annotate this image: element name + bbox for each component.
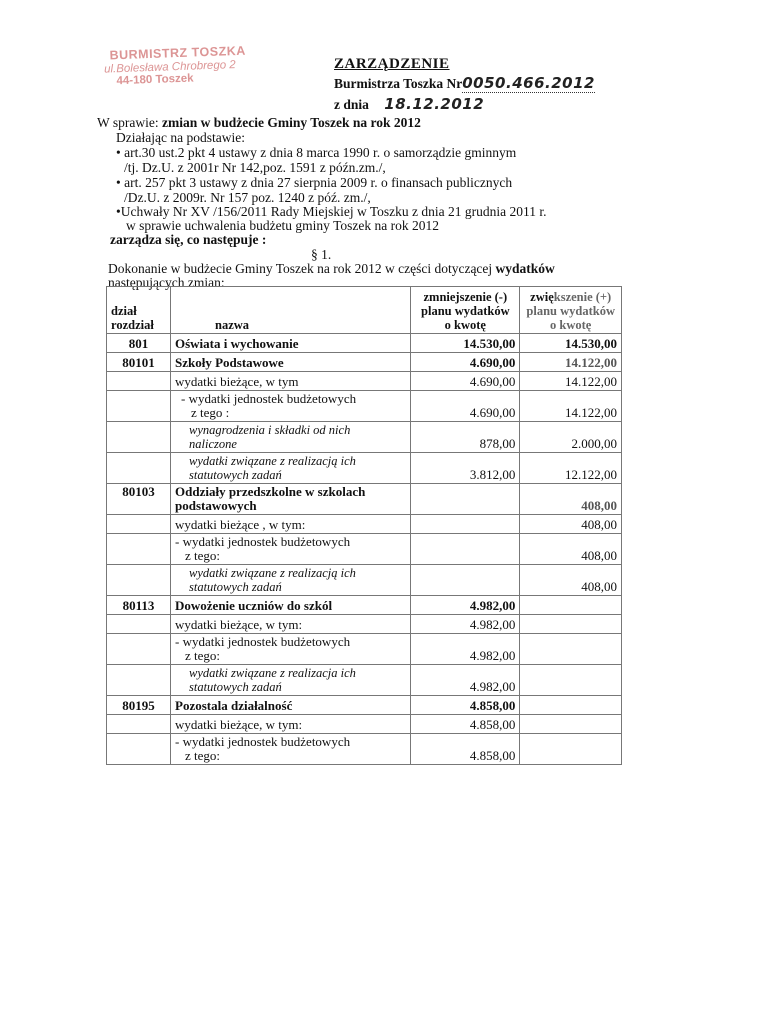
- cell-decrease: 4.690,00: [411, 391, 520, 422]
- cell-name-line: wydatki związane z realizacją ich: [189, 566, 356, 580]
- basis-item: [116, 204, 547, 219]
- cell-name: Dowożenie uczniów do szkól: [171, 596, 411, 615]
- cell-name: Oświata i wychowanie: [171, 334, 411, 353]
- cell-code: [107, 715, 171, 734]
- cell-decrease: [411, 565, 520, 596]
- cell-decrease: 4.982,00: [411, 665, 520, 696]
- header-increase-l3: o kwotę: [550, 318, 592, 332]
- cell-increase: 408,00: [520, 534, 622, 565]
- cell-decrease: 4.690,00: [411, 372, 520, 391]
- stamp-line: 44-180 Toszek: [116, 72, 194, 88]
- table-row: [107, 665, 622, 696]
- cell-increase: [520, 665, 622, 696]
- cell-increase: 408,00: [520, 484, 622, 515]
- cell-increase: [520, 615, 622, 634]
- cell-name-line: - wydatki jednostek budżetowych: [175, 534, 351, 549]
- header-dzial: dział: [111, 304, 137, 318]
- cell-code: 80101: [107, 353, 171, 372]
- cell-name-line: statutowych zadań: [189, 468, 282, 482]
- cell-code: 80195: [107, 696, 171, 715]
- stamp-line: BURMISTRZ TOSZKA: [109, 43, 247, 63]
- cell-code: 801: [107, 334, 171, 353]
- cell-code: [107, 372, 171, 391]
- decree-header: [334, 56, 634, 113]
- subject-line: [97, 115, 421, 130]
- cell-name-line: z tego:: [185, 548, 221, 563]
- paragraph-text: Dokonanie w budżecie Gminy Toszek na rok 2012 w części dotyczącej: [108, 261, 493, 276]
- cell-name: [171, 453, 411, 484]
- table-header-row: [107, 287, 622, 334]
- basis-item-cont: /Dz.U. z 2009r. Nr 157 poz. 1240 z póź. zm./,: [124, 190, 371, 205]
- table-row: [107, 391, 622, 422]
- cell-name: [171, 422, 411, 453]
- basis-item: [116, 175, 512, 190]
- table-row: [107, 534, 622, 565]
- cell-code: [107, 391, 171, 422]
- cell-increase: 14.122,00: [520, 372, 622, 391]
- cell-code: [107, 634, 171, 665]
- cell-decrease: [411, 484, 520, 515]
- basis-item-cont: /tj. Dz.U. z 2001r Nr 142,poz. 1591 z późn.zm./,: [124, 160, 386, 175]
- cell-name-line: naliczone: [189, 437, 237, 451]
- cell-name: [171, 634, 411, 665]
- cell-name: [171, 734, 411, 765]
- cell-decrease: 4.982,00: [411, 634, 520, 665]
- subject-text: zmian w budżecie Gminy Toszek na rok 2012: [161, 115, 421, 130]
- cell-increase: 14.122,00: [520, 391, 622, 422]
- cell-name: [171, 534, 411, 565]
- cell-name: wydatki bieżące, w tym: [171, 372, 411, 391]
- decree-number-handwritten: 0050.466.2012: [462, 74, 595, 92]
- header-decrease-l3: o kwotę: [444, 318, 486, 332]
- table-row: [107, 453, 622, 484]
- cell-code: [107, 734, 171, 765]
- cell-code: 80103: [107, 484, 171, 515]
- cell-name: wydatki bieżące, w tym:: [171, 715, 411, 734]
- cell-name-line: - wydatki jednostek budżetowych: [175, 734, 351, 749]
- cell-name-line: statutowych zadań: [189, 680, 282, 694]
- cell-code: [107, 665, 171, 696]
- cell-increase: [520, 596, 622, 615]
- basis-item-text: Uchwały Nr XV /156/2011 Rady Miejskiej w Toszku z dnia 21 grudnia 2011 r.: [120, 204, 547, 219]
- cell-decrease: 4.858,00: [411, 715, 520, 734]
- cell-code: [107, 565, 171, 596]
- cell-increase: 14.122,00: [520, 353, 622, 372]
- cell-name: [171, 484, 411, 515]
- table-row: [107, 715, 622, 734]
- cell-code: 80113: [107, 596, 171, 615]
- header-increase-l1a: zwię: [530, 290, 554, 304]
- header-increase-l2: planu wydatków: [526, 304, 615, 318]
- cell-code: [107, 515, 171, 534]
- header-rozdzial: rozdział: [111, 318, 154, 332]
- table-row: [107, 372, 622, 391]
- header-dzial-rozdzial: [107, 287, 171, 334]
- decree-clause: zarządza się, co następuje :: [110, 232, 267, 247]
- cell-code: [107, 453, 171, 484]
- cell-increase: 2.000,00: [520, 422, 622, 453]
- cell-increase: 408,00: [520, 565, 622, 596]
- table-row: [107, 484, 622, 515]
- cell-name: Szkoły Podstawowe: [171, 353, 411, 372]
- cell-name-line: - wydatki jednostek budżetowych: [175, 634, 351, 649]
- cell-decrease: 4.982,00: [411, 615, 520, 634]
- cell-increase: 408,00: [520, 515, 622, 534]
- section-mark: § 1.: [311, 247, 332, 262]
- cell-decrease: 14.530,00: [411, 334, 520, 353]
- table-row: [107, 596, 622, 615]
- bullet: •: [116, 204, 121, 219]
- cell-decrease: 4.690,00: [411, 353, 520, 372]
- office-stamp: [103, 43, 254, 87]
- cell-name-line: z tego :: [191, 405, 230, 420]
- cell-decrease: 878,00: [411, 422, 520, 453]
- subject-prefix: W sprawie:: [97, 115, 159, 130]
- budget-changes-table: [106, 286, 622, 765]
- header-nazwa: nazwa: [171, 287, 411, 334]
- table-row: [107, 353, 622, 372]
- cell-code: [107, 422, 171, 453]
- header-decrease-l1: zmniejszenie (-): [423, 290, 508, 304]
- cell-increase: 14.530,00: [520, 334, 622, 353]
- section-paragraph: [108, 261, 555, 276]
- cell-name: wydatki bieżące, w tym:: [171, 615, 411, 634]
- decree-date: [334, 95, 634, 113]
- decree-issuer: [334, 74, 634, 93]
- cell-decrease: 4.858,00: [411, 734, 520, 765]
- basis-label: Działając na podstawie:: [116, 130, 245, 145]
- cell-increase: 12.122,00: [520, 453, 622, 484]
- bullet: •: [116, 175, 121, 190]
- issuer-label: Burmistrza Toszka Nr: [334, 76, 463, 91]
- header-decrease-l2: planu wydatków: [421, 304, 510, 318]
- table-row: [107, 734, 622, 765]
- table-row: [107, 422, 622, 453]
- cell-decrease: [411, 515, 520, 534]
- header-decrease: [411, 287, 520, 334]
- table-row: [107, 515, 622, 534]
- cell-name-line: wynagrodzenia i składki od nich: [189, 423, 351, 437]
- cell-name-line: statutowych zadań: [189, 580, 282, 594]
- cell-name: [171, 565, 411, 596]
- cell-name: [171, 665, 411, 696]
- header-increase-l1b: kszenie (+): [553, 290, 612, 304]
- header-increase: [520, 287, 622, 334]
- table-row: [107, 565, 622, 596]
- cell-decrease: 4.982,00: [411, 596, 520, 615]
- cell-increase: [520, 715, 622, 734]
- cell-name-line: - wydatki jednostek budżetowych: [181, 391, 357, 406]
- cell-decrease: [411, 534, 520, 565]
- paragraph-bold: wydatków: [495, 261, 555, 276]
- date-label: z dnia: [334, 97, 369, 112]
- cell-decrease: 3.812,00: [411, 453, 520, 484]
- header-increase-l1: [524, 290, 617, 304]
- cell-increase: [520, 734, 622, 765]
- cell-code: [107, 534, 171, 565]
- cell-name-line: podstawowych: [175, 498, 257, 513]
- table-row: [107, 334, 622, 353]
- basis-item-text: art. 257 pkt 3 ustawy z dnia 27 sierpnia 2009 r. o finansach publicznych: [124, 175, 513, 190]
- cell-increase: [520, 634, 622, 665]
- cell-name-line: z tego:: [185, 748, 221, 763]
- cell-name-line: wydatki związane z realizacja ich: [189, 666, 356, 680]
- table-row: [107, 615, 622, 634]
- bullet: •: [116, 145, 121, 160]
- cell-name-line: wydatki związane z realizacją ich: [189, 454, 356, 468]
- paragraph-text-cont: następujących zmian:: [108, 275, 225, 290]
- basis-item-cont: w sprawie uchwalenia budżetu gminy Toszek na rok 2012: [126, 218, 439, 233]
- cell-name-line: Oddziały przedszkolne w szkolach: [175, 484, 366, 499]
- decree-title: ZARZĄDZENIE: [334, 56, 450, 72]
- cell-code: [107, 615, 171, 634]
- decree-date-handwritten: 18.12.2012: [384, 95, 485, 113]
- basis-item: [116, 145, 516, 160]
- cell-increase: [520, 696, 622, 715]
- stamp-line: ul.Bolesława Chrobrego 2: [103, 59, 236, 76]
- cell-name-line: z tego:: [185, 648, 221, 663]
- cell-name: wydatki bieżące , w tym:: [171, 515, 411, 534]
- table-row: [107, 634, 622, 665]
- cell-name: Pozostala działalność: [171, 696, 411, 715]
- table-row: [107, 696, 622, 715]
- cell-decrease: 4.858,00: [411, 696, 520, 715]
- cell-name: [171, 391, 411, 422]
- basis-item-text: art.30 ust.2 pkt 4 ustawy z dnia 8 marca 1990 r. o samorządzie gminnym: [124, 145, 517, 160]
